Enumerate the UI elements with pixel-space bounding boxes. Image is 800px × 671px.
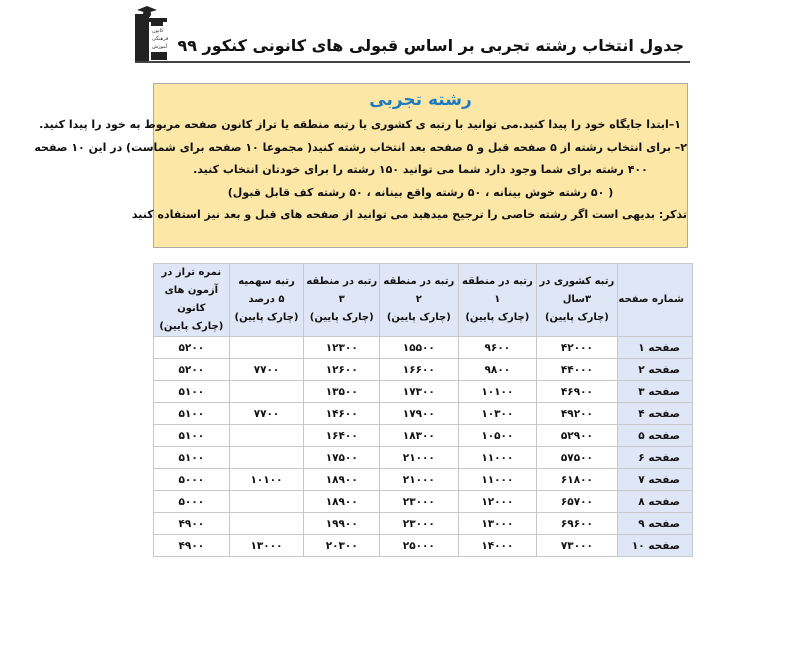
table-cell: ۴۹۰۰ xyxy=(154,535,230,557)
page-number-cell: صفحه ۴ xyxy=(617,403,692,425)
table-cell: ۲۳۰۰۰ xyxy=(380,491,459,513)
table-row xyxy=(154,403,693,425)
table-cell: ۱۲۳۰۰ xyxy=(304,337,380,359)
table-row xyxy=(154,469,693,491)
column-header-line: (چارک پایین) xyxy=(386,312,451,323)
table-cell: ۶۱۸۰۰ xyxy=(537,469,618,491)
svg-text:فرهنگی: فرهنگی xyxy=(152,36,169,42)
page-number-cell: صفحه ۲ xyxy=(617,359,692,381)
column-header-line: (چارک پایین) xyxy=(465,312,530,323)
page-number-cell: صفحه ۱۰ xyxy=(617,535,692,557)
instruction-line: ۴۰۰ رشته برای شما وجود دارد شما می توانید ۱۵۰ رشته را برای خودتان انتخاب کنید. xyxy=(193,163,648,176)
column-header xyxy=(380,264,459,337)
column-header-line: رتبه کشوری در ۳سال xyxy=(539,276,615,305)
kanoon-logo xyxy=(135,4,183,62)
column-header xyxy=(154,264,230,337)
table-cell: ۱۵۵۰۰ xyxy=(380,337,459,359)
column-header-line: (چارک پایین) xyxy=(544,312,609,323)
table-row xyxy=(154,359,693,381)
table-cell xyxy=(229,337,304,359)
table-row xyxy=(154,337,693,359)
table-cell: ۲۱۰۰۰ xyxy=(380,447,459,469)
column-header xyxy=(537,264,618,337)
table-cell: ۴۶۹۰۰ xyxy=(537,381,618,403)
table-cell: ۶۹۶۰۰ xyxy=(537,513,618,535)
table-cell: ۹۸۰۰ xyxy=(458,359,537,381)
column-header-line: ۵ درصد xyxy=(248,294,285,305)
table-cell: ۵۲۹۰۰ xyxy=(537,425,618,447)
instruction-line: ( ۵۰ رشته خوش بینانه ، ۵۰ رشته واقع بینانه ، ۵۰ رشته کف قابل قبول) xyxy=(227,185,614,199)
page-number-cell: صفحه ۶ xyxy=(617,447,692,469)
table-cell xyxy=(229,491,304,513)
table-cell: ۱۰۵۰۰ xyxy=(458,425,537,447)
table-cell: ۱۶۶۰۰ xyxy=(380,359,459,381)
table-cell: ۵۰۰۰ xyxy=(154,469,230,491)
table-cell: ۴۲۰۰۰ xyxy=(537,337,618,359)
table-row xyxy=(154,381,693,403)
table-cell: ۱۳۰۰۰ xyxy=(458,513,537,535)
table-cell: ۵۰۰۰ xyxy=(154,491,230,513)
column-header-line: آزمون های کانون xyxy=(164,285,219,314)
column-header xyxy=(617,264,692,337)
column-header-line: رتبه در منطقه ۱ xyxy=(461,276,533,305)
page-number-cell: صفحه ۵ xyxy=(617,425,692,447)
table-cell: ۱۸۳۰۰ xyxy=(380,425,459,447)
table-cell: ۱۱۰۰۰ xyxy=(458,469,537,491)
page-number-cell: صفحه ۱ xyxy=(617,337,692,359)
table-cell xyxy=(229,425,304,447)
page-number-cell: صفحه ۷ xyxy=(617,469,692,491)
table-cell: ۲۱۰۰۰ xyxy=(380,469,459,491)
column-header-line: رتبه سهمیه xyxy=(238,276,295,287)
table-cell: ۱۷۹۰۰ xyxy=(380,403,459,425)
table-cell: ۱۰۱۰۰ xyxy=(229,469,304,491)
table-cell: ۷۷۰۰ xyxy=(229,359,304,381)
table-cell: ۵۲۰۰ xyxy=(154,359,230,381)
page-title: جدول انتخاب رشته تجربی بر اساس قبولی های کانونی کنکور ۹۹ xyxy=(177,36,684,55)
table-cell: ۱۴۶۰۰ xyxy=(304,403,380,425)
column-header xyxy=(458,264,537,337)
page-number-cell: صفحه ۹ xyxy=(617,513,692,535)
table-cell: ۱۸۹۰۰ xyxy=(304,491,380,513)
table-row xyxy=(154,447,693,469)
table-header-row xyxy=(154,264,693,337)
column-header-line: نمره تراز در xyxy=(161,267,222,278)
page-number-cell: صفحه ۸ xyxy=(617,491,692,513)
page-number-cell: صفحه ۳ xyxy=(617,381,692,403)
table-cell: ۶۵۷۰۰ xyxy=(537,491,618,513)
table-cell: ۵۱۰۰ xyxy=(154,447,230,469)
ranking-table xyxy=(153,263,693,557)
table-cell: ۱۰۳۰۰ xyxy=(458,403,537,425)
table-cell: ۵۱۰۰ xyxy=(154,381,230,403)
table-cell: ۵۱۰۰ xyxy=(154,425,230,447)
table-cell: ۵۲۰۰ xyxy=(154,337,230,359)
table-cell: ۷۳۰۰۰ xyxy=(537,535,618,557)
instruction-note: تذکر: بدیهی است اگر رشته خاصی را ترجیح میدهید می توانید از صفحه های قبل و بعد نیز استفاده کنید xyxy=(131,208,687,221)
column-header xyxy=(304,264,380,337)
table-cell: ۴۹۰۰ xyxy=(154,513,230,535)
table-cell: ۵۷۵۰۰ xyxy=(537,447,618,469)
table-cell xyxy=(229,513,304,535)
table-cell: ۱۸۹۰۰ xyxy=(304,469,380,491)
table-cell: ۱۱۰۰۰ xyxy=(458,447,537,469)
column-header-line: رتبه در منطقه ۲ xyxy=(383,276,455,305)
table-cell: ۱۲۶۰۰ xyxy=(304,359,380,381)
column-header xyxy=(229,264,304,337)
title-underline xyxy=(135,61,690,63)
table-cell: ۵۱۰۰ xyxy=(154,403,230,425)
table-row xyxy=(154,535,693,557)
table-row xyxy=(154,513,693,535)
table-cell: ۴۴۰۰۰ xyxy=(537,359,618,381)
instructions-box xyxy=(34,83,688,248)
table-cell: ۹۶۰۰ xyxy=(458,337,537,359)
table-cell: ۱۶۴۰۰ xyxy=(304,425,380,447)
table-cell: ۷۷۰۰ xyxy=(229,403,304,425)
table-cell: ۱۴۰۰۰ xyxy=(458,535,537,557)
table-cell: ۲۵۰۰۰ xyxy=(380,535,459,557)
column-header-line: (چارک پایین) xyxy=(159,321,224,332)
table-cell xyxy=(229,447,304,469)
table-cell: ۱۲۰۰۰ xyxy=(458,491,537,513)
column-header-line: رتبه در منطقه ۳ xyxy=(306,276,378,305)
table-cell: ۲۰۳۰۰ xyxy=(304,535,380,557)
table-cell: ۴۹۲۰۰ xyxy=(537,403,618,425)
instruction-line: ۲– برای انتخاب رشته از ۵ صفحه قبل و ۵ صفحه بعد انتخاب رشته کنید( مجموعا ۱۰ صفحه برای شماست) در این ۱۰ صفحه xyxy=(34,140,687,154)
table-cell: ۱۷۳۰۰ xyxy=(380,381,459,403)
table-row xyxy=(154,425,693,447)
svg-text:آموزش: آموزش xyxy=(152,44,168,50)
column-header-line: شماره صفحه xyxy=(618,294,684,305)
instruction-line: ۱–ابتدا جایگاه خود را پیدا کنید.می توانید با رتبه ی کشوری یا رتبه منطقه یا تراز کانون صفحه مربوط به خود را پیدا کنید. xyxy=(39,118,681,131)
table-cell: ۱۳۰۰۰ xyxy=(229,535,304,557)
instructions-heading: رشته تجربی xyxy=(369,90,472,110)
table-cell: ۱۰۱۰۰ xyxy=(458,381,537,403)
table-cell: ۱۷۵۰۰ xyxy=(304,447,380,469)
svg-text:کانون: کانون xyxy=(152,28,164,34)
column-header-line: (چارک پایین) xyxy=(309,312,374,323)
table-cell: ۲۳۰۰۰ xyxy=(380,513,459,535)
column-header-line: (چارک پایین) xyxy=(234,312,299,323)
table-cell: ۱۹۹۰۰ xyxy=(304,513,380,535)
table-row xyxy=(154,491,693,513)
table-cell xyxy=(229,381,304,403)
table-cell: ۱۳۵۰۰ xyxy=(304,381,380,403)
